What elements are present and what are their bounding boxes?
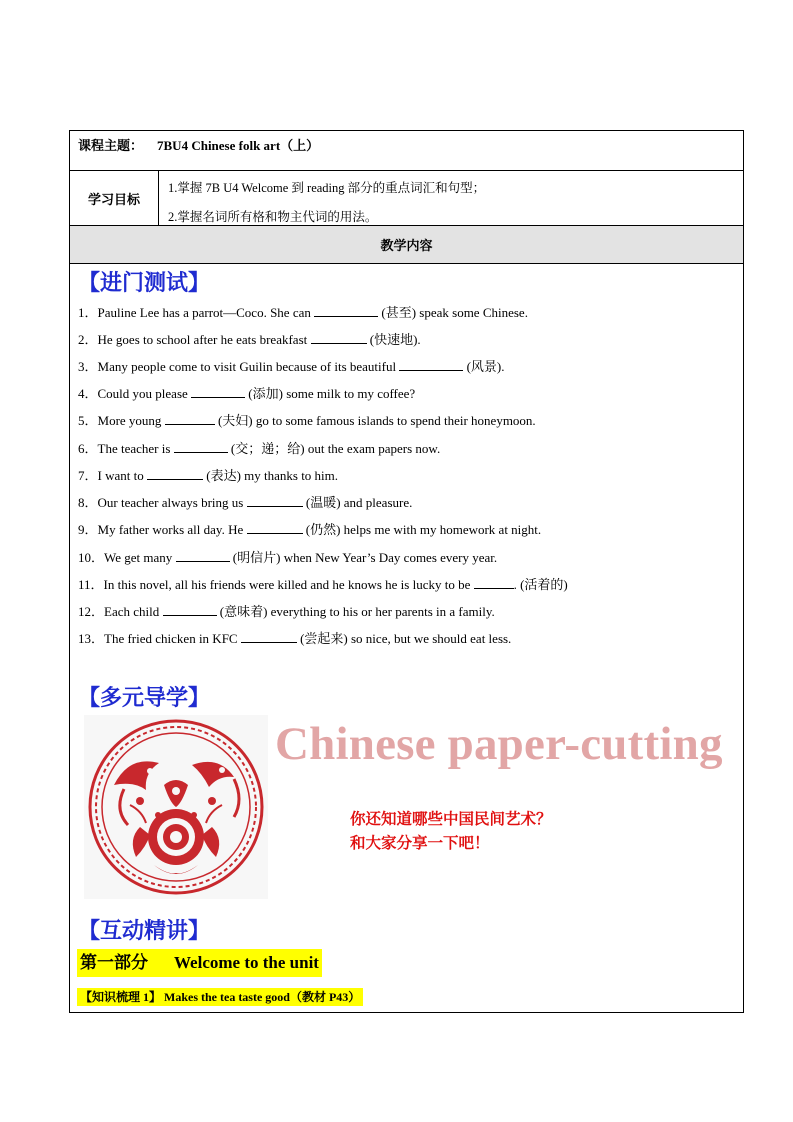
question-hint: . (活着的) — [513, 577, 568, 592]
question-text: The teacher is — [97, 441, 171, 456]
question-item — [78, 601, 495, 620]
question-number: 7． — [78, 468, 98, 483]
topic — [78, 135, 319, 154]
question-item — [78, 465, 338, 484]
part-one-heading — [77, 949, 322, 977]
topic-value: 7BU4 Chinese folk art（上） — [157, 138, 320, 153]
goal-label: 学习目标 — [70, 171, 159, 225]
answer-blank[interactable] — [191, 385, 245, 398]
question-text: My father works all day. He — [97, 522, 244, 537]
topic-label: 课程主题： — [78, 138, 144, 153]
share-prompt: 和大家分享一下吧！ — [350, 834, 490, 852]
question-text: Could you please — [97, 386, 188, 401]
part-title: Welcome to the unit — [174, 953, 319, 972]
interactive-title: 【互动精讲】 — [78, 919, 211, 944]
question-item — [78, 356, 505, 375]
question-item — [78, 383, 415, 402]
question-text: More young — [97, 413, 162, 428]
question-hint: (风景). — [466, 359, 505, 374]
question-hint: (甚至) speak some Chinese. — [381, 305, 528, 320]
question-number: 6． — [78, 441, 98, 456]
question-text: The fried chicken in KFC — [104, 631, 238, 646]
question-text: He goes to school after he eats breakfast — [97, 332, 308, 347]
question-number: 5． — [78, 413, 98, 428]
question-item — [78, 329, 421, 348]
content-label: 教学内容 — [380, 238, 433, 253]
question-item — [78, 492, 412, 511]
question-item — [78, 574, 568, 593]
knowledge-point-1: 【知识梳理 1】 Makes the tea taste good（教材 P43） — [77, 988, 363, 1006]
goal-item: 1.掌握 7B U4 Welcome 到 reading 部分的重点词汇和句型； — [168, 181, 486, 195]
question-number: 11． — [78, 577, 104, 592]
question-hint: (仍然) helps me with my homework at night. — [305, 522, 542, 537]
question-hint: (温暖) and pleasure. — [305, 495, 413, 510]
question-hint: (尝起来) so nice, but we should eat less. — [300, 631, 512, 646]
answer-blank[interactable] — [399, 358, 463, 371]
question-item — [78, 410, 536, 429]
question-text: Pauline Lee has a parrot—Coco. She can — [97, 305, 311, 320]
question-number: 12． — [78, 604, 105, 619]
question-hint: (夫妇) go to some famous islands to spend their honeymoon. — [217, 413, 536, 428]
paper-cutting-heading: Chinese paper-cutting — [275, 718, 723, 770]
goal-list — [168, 174, 485, 232]
question-hint: (快速地). — [369, 332, 421, 347]
answer-blank[interactable] — [311, 331, 367, 344]
question-number: 2． — [78, 332, 98, 347]
question-text: I want to — [97, 468, 144, 483]
question-text: We get many — [104, 550, 173, 565]
question-number: 10． — [78, 550, 105, 565]
part-label: 第一部分 — [80, 953, 148, 972]
question-hint: (交；递；给) out the exam papers now. — [230, 441, 441, 456]
answer-blank[interactable] — [247, 494, 303, 507]
guided-study-title: 【多元导学】 — [78, 686, 211, 711]
question-item — [78, 519, 541, 538]
answer-blank[interactable] — [474, 576, 514, 589]
question-number: 1． — [78, 305, 98, 320]
question-text: In this novel, all his friends were killed and he knows he is lucky to be — [103, 577, 471, 592]
question-text: Our teacher always bring us — [97, 495, 244, 510]
answer-blank[interactable] — [147, 467, 203, 480]
answer-blank[interactable] — [247, 521, 303, 534]
question-number: 9． — [78, 522, 98, 537]
answer-blank[interactable] — [241, 630, 297, 643]
question-item — [78, 628, 511, 647]
answer-blank[interactable] — [174, 440, 228, 453]
folk-art-question: 你还知道哪些中国民间艺术？ — [350, 810, 552, 828]
answer-blank[interactable] — [165, 412, 215, 425]
goal-item: 2.掌握名词所有格和物主代词的用法。 — [168, 210, 378, 224]
question-item — [78, 547, 497, 566]
lesson-table — [69, 130, 744, 1013]
entry-test-title: 【进门测试】 — [78, 271, 211, 296]
topic-row — [70, 131, 743, 171]
question-text: Each child — [104, 604, 160, 619]
paper-cutting-image — [84, 715, 268, 899]
question-text: Many people come to visit Guilin because of its beautiful — [97, 359, 397, 374]
answer-blank[interactable] — [314, 304, 378, 317]
question-hint: (添加) some milk to my coffee? — [248, 386, 416, 401]
question-item — [78, 438, 440, 457]
question-number: 13． — [78, 631, 105, 646]
question-number: 4． — [78, 386, 98, 401]
question-item — [78, 302, 528, 321]
goal-row — [70, 171, 743, 226]
question-number: 3． — [78, 359, 98, 374]
question-number: 8． — [78, 495, 98, 510]
content-header-row — [70, 226, 743, 264]
question-hint: (表达) my thanks to him. — [206, 468, 339, 483]
answer-blank[interactable] — [163, 603, 217, 616]
question-hint: (意味着) everything to his or her parents in a family. — [219, 604, 495, 619]
answer-blank[interactable] — [176, 549, 230, 562]
question-hint: (明信片) when New Year’s Day comes every year. — [232, 550, 498, 565]
